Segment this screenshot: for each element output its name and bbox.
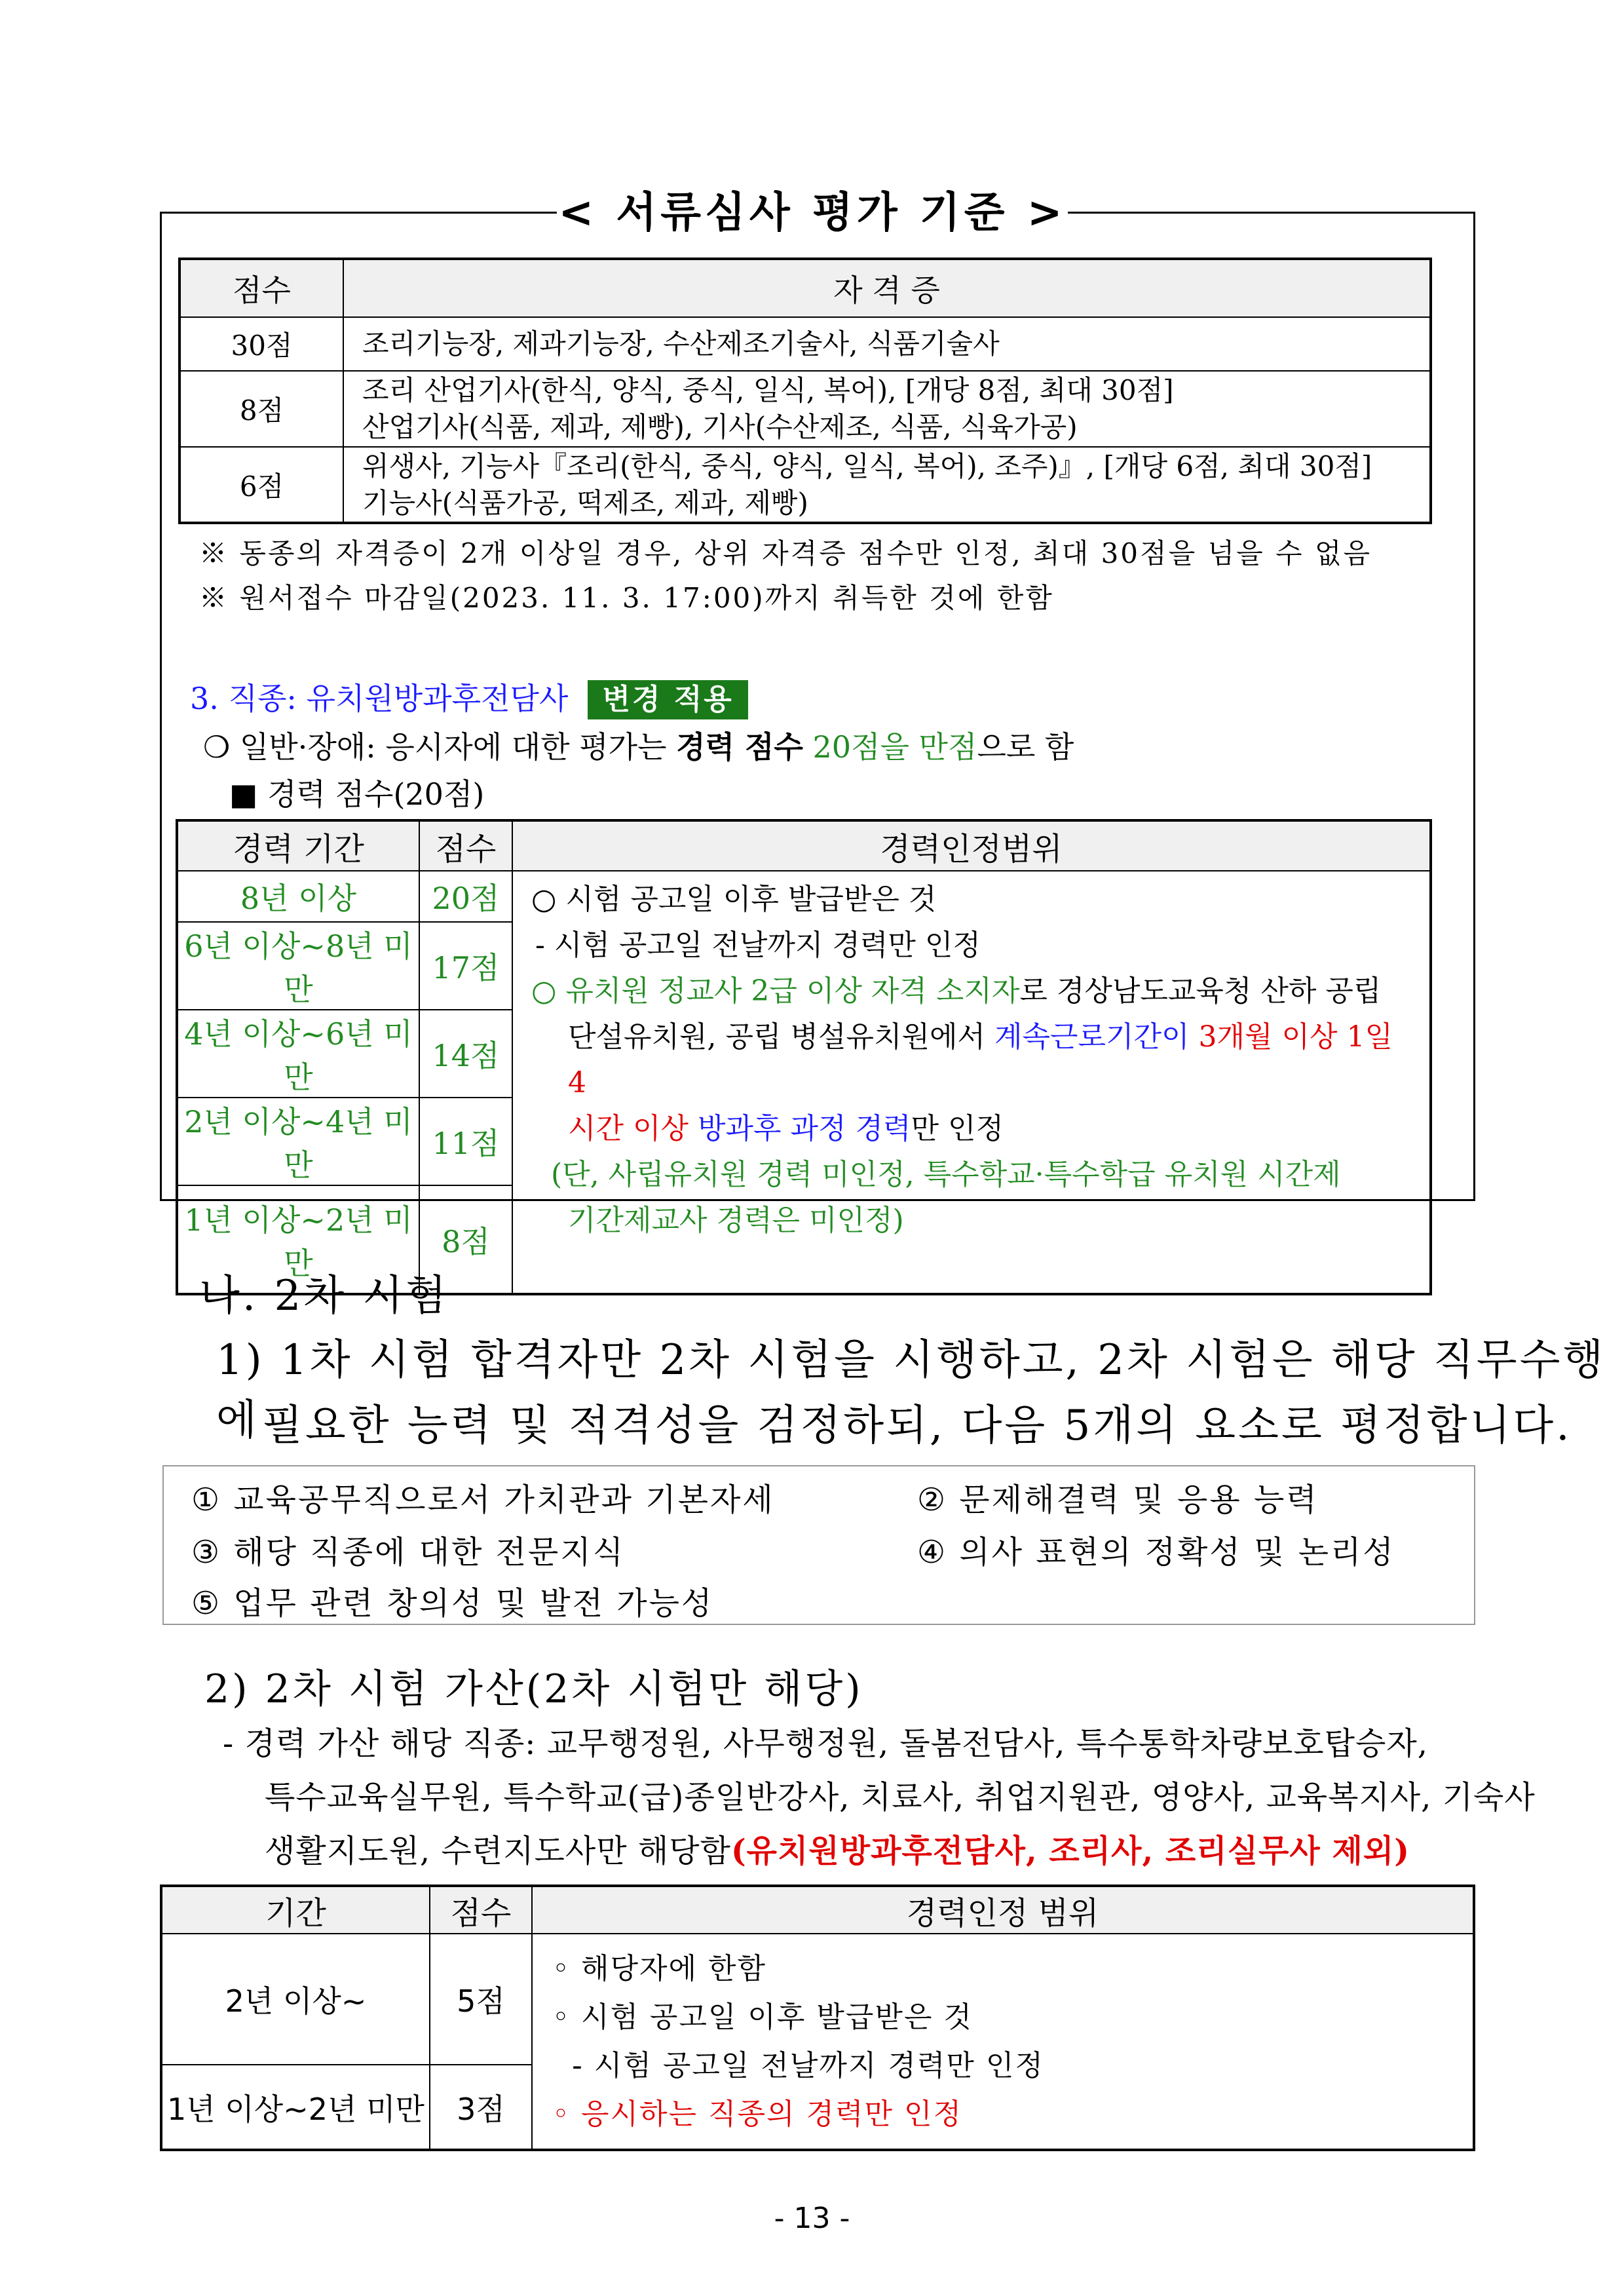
box-title: < 서류심사 평가 기준 >	[557, 183, 1068, 242]
score-cell: 8점	[179, 371, 343, 447]
general-prefix: ❍ 일반·장애: 응시자에 대한 평가는	[203, 729, 677, 765]
element-item: ④ 의사 표현의 정확성 및 논리성	[917, 1534, 1395, 1571]
score-cell: 5점	[430, 1934, 532, 2065]
period-cell: 2년 이상~	[161, 1934, 430, 2065]
range-cell	[512, 871, 1431, 1294]
range-line: - 시험 공고일 전날까지 경력만 인정	[535, 928, 981, 962]
period-cell: 6년 이상~8년 미만	[177, 922, 419, 1010]
section-na-title: 나. 2차 시험	[199, 1272, 449, 1320]
header-period: 경력 기간	[177, 820, 419, 871]
range-line: (단, 사립유치원 경력 미인정, 특수학교·특수학급 유치원 시간제	[551, 1158, 1341, 1191]
element-item: ③ 해당 직종에 대한 전문지식	[191, 1534, 626, 1571]
cert-line: 조리 산업기사(한식, 양식, 중식, 일식, 복어), [개당 8점, 최대 30점]	[362, 374, 1174, 406]
bonus-red-text: (유치원방과후전담사, 조리사, 조리실무사 제외)	[730, 1833, 1410, 1869]
score-cell: 3점	[430, 2065, 532, 2150]
score-cell: 20점	[419, 871, 512, 922]
cert-line: 위생사, 기능사『조리(한식, 중식, 양식, 일식, 복어), 조주)』, [개당 6점, 최대 30점]	[362, 450, 1372, 482]
score-cell: 14점	[419, 1010, 512, 1098]
bonus-line: 특수교육실무원, 특수학교(급)종일반강사, 치료사, 취업지원관, 영양사, 교육복지사, 기숙사	[265, 1779, 1536, 1816]
range-line: ◦ 시험 공고일 이후 발급받은 것	[552, 2000, 973, 2034]
score-cell: 11점	[419, 1098, 512, 1185]
career-sub-heading: ■ 경력 점수(20점)	[229, 776, 485, 812]
section-3-title: 3. 직종: 유치원방과후전담사	[190, 681, 569, 716]
element-item: ⑤ 업무 관련 창의성 및 발전 가능성	[191, 1585, 714, 1622]
header-range: 경력인정범위	[512, 820, 1431, 871]
header-range: 경력인정 범위	[532, 1886, 1474, 1934]
range-line	[531, 1106, 1415, 1152]
section-3-heading	[190, 675, 748, 719]
period-cell: 2년 이상~4년 미만	[177, 1098, 419, 1185]
range-red: 시간 이상	[568, 1112, 689, 1145]
certificate-table	[178, 258, 1432, 524]
general-green: 20점을 만점	[803, 729, 977, 765]
bonus-line: - 경력 가산 해당 직종: 교무행정원, 사무행정원, 돌봄전담사, 특수통학차량보호탑승자,	[223, 1725, 1428, 1762]
range-green: ○ 유치원 정교사 2급 이상 자격 소지자	[531, 974, 1020, 1008]
bonus-heading: 2) 2차 시험 가산(2차 시험만 해당)	[204, 1666, 863, 1712]
score-cell: 17점	[419, 922, 512, 1010]
cert-cell: 조리기능장, 제과기능장, 수산제조기술사, 식품기술사	[343, 317, 1431, 371]
header-score: 점수	[419, 820, 512, 871]
table-header-row	[177, 820, 1431, 871]
range-line: ◦ 응시하는 직종의 경력만 인정	[552, 2097, 962, 2131]
table-row	[161, 1934, 1474, 2065]
note-line: ※ 원서접수 마감일(2023. 11. 3. 17:00)까지 취득한 것에 한함	[199, 582, 1054, 614]
period-cell: 4년 이상~6년 미만	[177, 1010, 419, 1098]
cert-cell	[343, 371, 1431, 447]
general-text	[203, 723, 1074, 767]
range-line	[531, 1014, 1415, 1106]
period-cell: 1년 이상~2년 미만	[177, 1185, 419, 1294]
bonus-text: 생활지도원, 수련지도사만 해당함	[265, 1833, 731, 1869]
table-row	[179, 371, 1431, 447]
career-table	[176, 819, 1432, 1295]
range-line: ◦ 해당자에 한함	[552, 1952, 766, 1985]
general-bold: 경력 점수	[676, 729, 803, 765]
section-na-paragraph-line: 1) 1차 시험 합격자만 2차 시험을 시행하고, 2차 시험은 해당 직무수행에	[216, 1336, 1606, 1445]
section-na-paragraph-line: 필요한 능력 및 적격성을 검정하되, 다음 5개의 요소로 평정합니다.	[262, 1402, 1572, 1450]
bonus-line	[265, 1826, 1410, 1871]
bonus-table	[160, 1885, 1475, 2151]
general-suffix: 으로 함	[977, 729, 1074, 765]
table-row	[177, 871, 1431, 922]
table-header-row	[161, 1886, 1474, 1934]
change-badge: 변경 적용	[588, 680, 747, 719]
range-line: 기간제교사 경력은 미인정)	[568, 1204, 904, 1237]
page-number: - 13 -	[774, 2202, 850, 2235]
element-item: ② 문제해결력 및 응용 능력	[917, 1482, 1319, 1518]
score-cell: 8점	[419, 1185, 512, 1294]
range-line	[531, 968, 1415, 1014]
header-period: 기간	[161, 1886, 430, 1934]
range-text: 만 인정	[911, 1112, 1004, 1145]
header-score: 점수	[179, 259, 343, 317]
header-score: 점수	[430, 1886, 532, 1934]
table-row	[179, 447, 1431, 523]
cert-cell	[343, 447, 1431, 523]
range-blue: 계속근로기간이	[994, 1020, 1190, 1054]
range-text: 단설유치원, 공립 병설유치원에서	[568, 1020, 994, 1054]
table-header-row	[179, 259, 1431, 317]
score-cell: 30점	[179, 317, 343, 371]
table-row	[179, 317, 1431, 371]
score-cell: 6점	[179, 447, 343, 523]
header-certificate: 자 격 증	[343, 259, 1431, 317]
period-cell: 8년 이상	[177, 871, 419, 922]
range-cell	[532, 1934, 1474, 2150]
range-blue: 방과후 과정 경력	[689, 1112, 911, 1145]
range-red: 3개월 이상 1일 4	[568, 1020, 1393, 1100]
range-line: - 시험 공고일 전날까지 경력만 인정	[572, 2049, 1044, 2082]
cert-line: 기능사(식품가공, 떡제조, 제과, 제빵)	[362, 486, 808, 519]
range-rest: 로 경상남도교육청 산하 공립	[1019, 974, 1382, 1008]
note-line: ※ 동종의 자격증이 2개 이상일 경우, 상위 자격증 점수만 인정, 최대 30점을 넘을 수 없음	[199, 537, 1372, 569]
cert-line: 산업기사(식품, 제과, 제빵), 기사(수산제조, 식품, 식육가공)	[362, 411, 1078, 443]
period-cell: 1년 이상~2년 미만	[161, 2065, 430, 2150]
range-line: ○ 시험 공고일 이후 발급받은 것	[531, 883, 937, 916]
element-item: ① 교육공무직으로서 가치관과 기본자세	[191, 1482, 775, 1518]
